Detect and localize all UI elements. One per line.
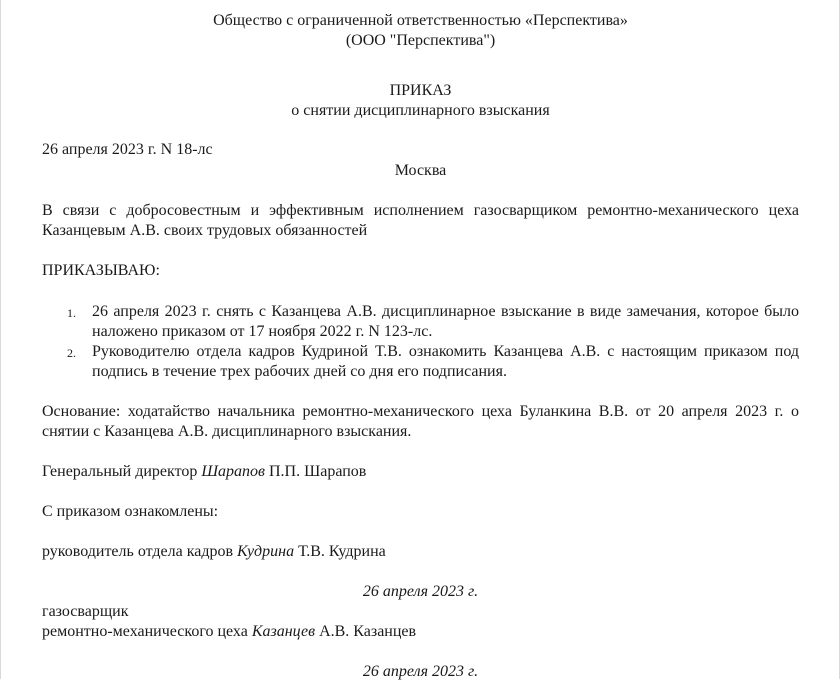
document-title <box>42 81 799 121</box>
order-document <box>42 0 799 682</box>
hr-head-date-text: 26 апреля 2023 г. <box>362 583 479 600</box>
order-item <box>42 342 799 382</box>
hr-head-signature-line <box>42 542 799 562</box>
order-items-list <box>42 302 799 382</box>
order-item-text: Руководителю отдела кадров Кудриной Т.В. ознакомить Казанцева А.В. с настоящим приказом под подпись в течение трех рабочих дней со дня его подписания. <box>92 343 799 380</box>
hr-head-signature: Кудрина <box>237 543 295 560</box>
director-signature-line <box>42 462 799 482</box>
order-item-text: 26 апреля 2023 г. снять с Казанцева А.В. дисциплинарное взыскание в виде замечания, которое было наложено приказом от 17 ноября 2022 г. N 123-лс. <box>92 303 799 340</box>
page-border-left <box>0 0 1 679</box>
director-position: Генеральный директор <box>42 463 198 480</box>
welder-signature-line <box>42 622 799 642</box>
welder-position-line2: ремонтно-механического цеха <box>42 623 248 640</box>
welder-signature: Казанцев <box>251 623 316 640</box>
welder-date-text: 26 апреля 2023 г. <box>362 663 479 680</box>
document-subject: о снятии дисциплинарного взыскания <box>291 102 550 119</box>
hr-head-sign-date <box>42 582 799 602</box>
organization-full-name: Общество с ограниченной ответственностью «Перспектива» <box>213 12 628 29</box>
welder-position-line1: газосварщик <box>42 603 129 620</box>
document-heading: ПРИКАЗ <box>389 82 452 99</box>
organization-short-name: (ООО "Перспектива") <box>345 32 496 49</box>
document-city: Москва <box>394 162 447 179</box>
acquainted-label: С приказом ознакомлены: <box>42 503 219 520</box>
hr-head-position: руководитель отдела кадров <box>42 543 234 560</box>
order-basis: Основание: ходатайство начальника ремонтно-механического цеха Буланкина В.В. от 20 апреля 2023 г. о снятии с Казанцева А.В. дисциплинарного взыскания. <box>42 403 799 440</box>
welder-name: А.В. Казанцев <box>319 623 417 640</box>
order-item <box>42 302 799 342</box>
order-word: ПРИКАЗЫВАЮ: <box>42 262 160 279</box>
order-item-number: 2. <box>67 346 76 360</box>
director-signature: Шарапов <box>201 463 265 480</box>
order-reason: В связи с добросовестным и эффективным исполнением газосварщиком ремонтно-механического цеха Казанцевым А.В. своих трудовых обязанностей <box>42 202 799 239</box>
organization-header <box>42 11 799 51</box>
director-name: П.П. Шарапов <box>268 463 367 480</box>
order-item-number: 1. <box>67 306 76 320</box>
hr-head-name: Т.В. Кудрина <box>298 543 386 560</box>
document-date-number: 26 апреля 2023 г. N 18-лс <box>42 141 213 158</box>
welder-sign-date <box>42 662 799 682</box>
